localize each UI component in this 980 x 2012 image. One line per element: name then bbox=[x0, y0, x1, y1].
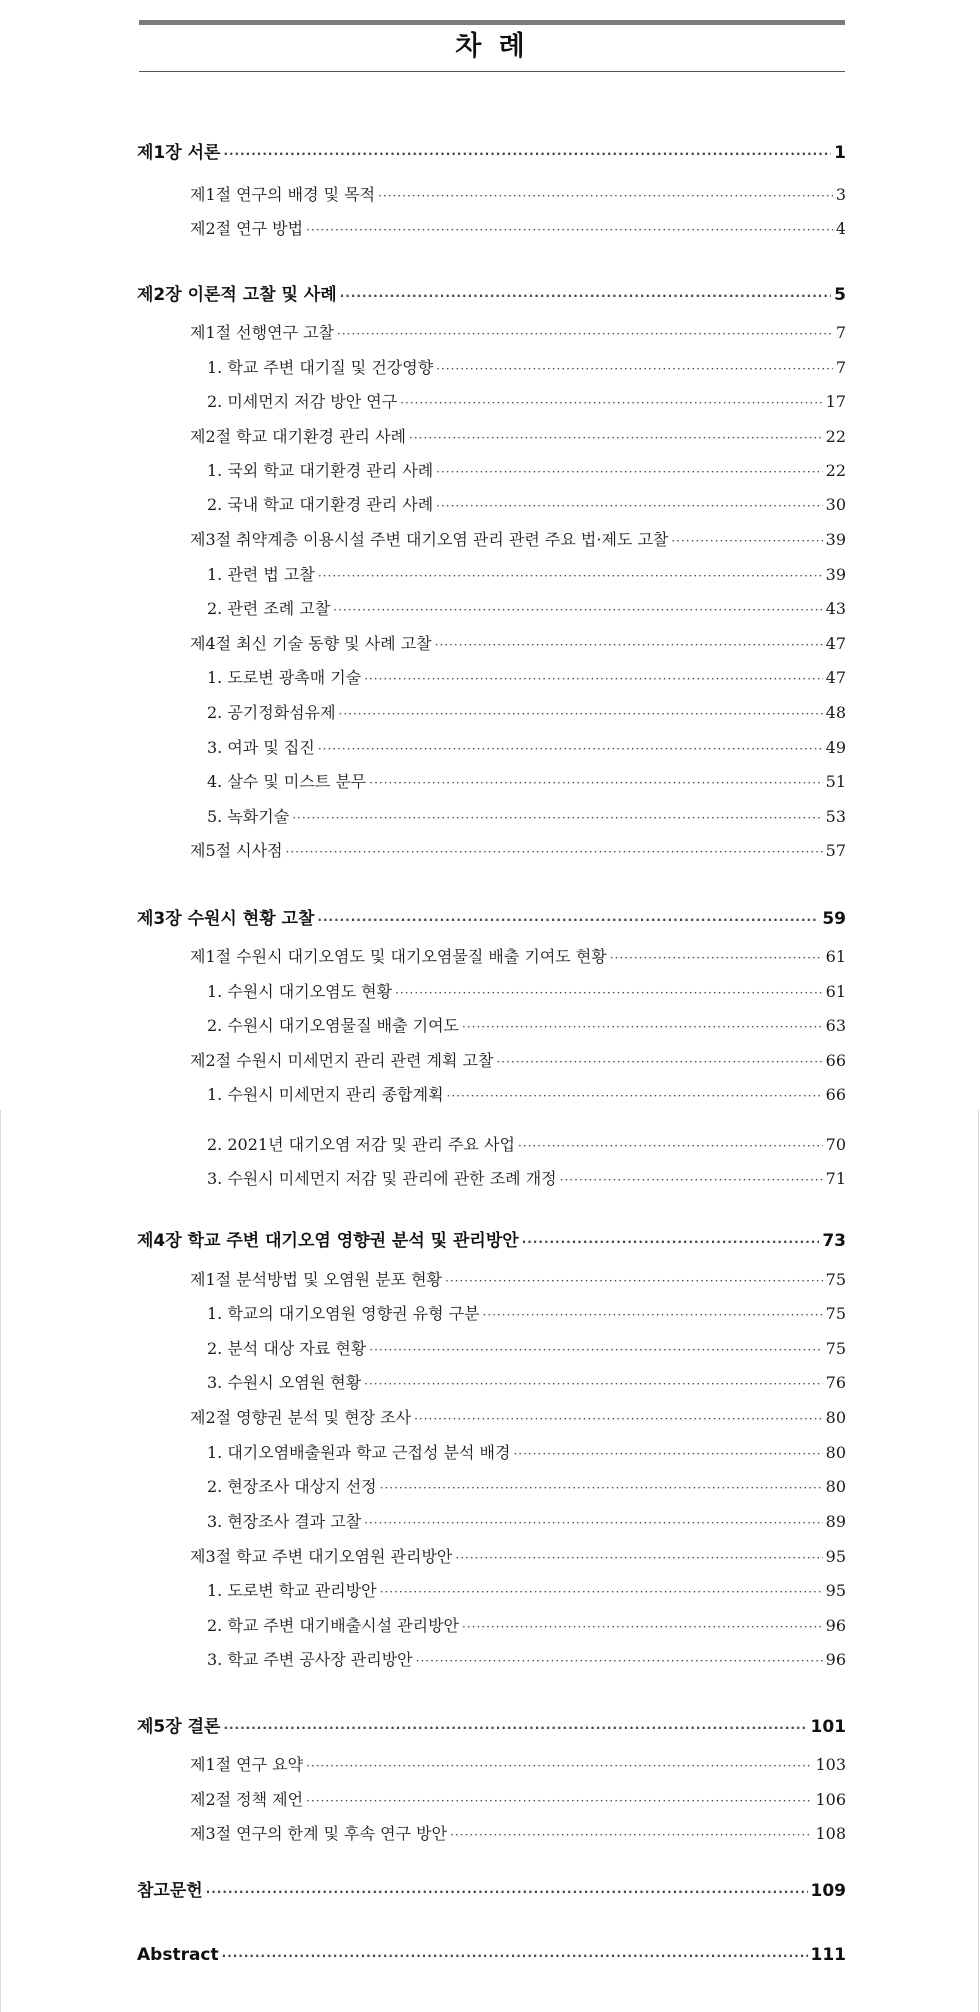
dot-leader bbox=[364, 672, 822, 686]
dot-leader bbox=[416, 1654, 823, 1668]
toc-entry-title: 제2절 수원시 미세먼지 관리 관련 계획 고찰 bbox=[190, 1051, 494, 1070]
dot-leader bbox=[610, 951, 823, 965]
toc-entry-title: 제5장 결론 bbox=[137, 1717, 221, 1737]
toc-page-number: 30 bbox=[825, 495, 846, 514]
toc-entry-section[interactable] bbox=[190, 320, 846, 343]
toc-entry-section[interactable] bbox=[190, 1544, 846, 1567]
toc-entry-chapter[interactable] bbox=[137, 904, 846, 929]
dot-leader bbox=[496, 1055, 822, 1069]
toc-entry-title: 제1절 선행연구 고찰 bbox=[190, 323, 334, 342]
toc-entry-title: Abstract bbox=[137, 1945, 219, 1965]
toc-entry-title: 제4장 학교 주변 대기오염 영향권 분석 및 관리방안 bbox=[137, 1231, 519, 1251]
dot-leader bbox=[462, 1020, 823, 1034]
toc-entry-item[interactable] bbox=[207, 1301, 846, 1324]
dot-leader bbox=[513, 1447, 822, 1461]
toc-entry-item[interactable] bbox=[207, 562, 846, 585]
toc-entry-item[interactable] bbox=[207, 596, 846, 619]
toc-entry-title: 1. 관련 법 고찰 bbox=[207, 565, 315, 584]
toc-entry-title: 제5절 시사점 bbox=[190, 841, 283, 860]
dot-leader bbox=[306, 1794, 812, 1808]
toc-page-number: 96 bbox=[825, 1616, 846, 1635]
toc-entry-title: 4. 살수 및 미스트 분무 bbox=[207, 772, 367, 791]
dot-leader bbox=[450, 1828, 812, 1842]
toc-entry-item[interactable] bbox=[207, 1647, 846, 1670]
dot-leader bbox=[380, 1585, 823, 1599]
toc-entry-title: 3. 현장조사 결과 고찰 bbox=[207, 1512, 362, 1531]
toc-page-number: 109 bbox=[810, 1881, 846, 1901]
toc-entry-title: 제2절 영향권 분석 및 현장 조사 bbox=[190, 1408, 412, 1427]
toc-entry-chapter[interactable] bbox=[137, 1945, 846, 1965]
dot-leader bbox=[380, 1481, 823, 1495]
dot-leader bbox=[306, 223, 833, 237]
toc-entry-item[interactable] bbox=[207, 1082, 846, 1105]
dot-leader bbox=[436, 499, 822, 513]
toc-entry-title: 1. 국외 학교 대기환경 관리 사례 bbox=[207, 461, 434, 480]
toc-page-number: 4 bbox=[835, 219, 846, 238]
dot-leader bbox=[364, 1516, 822, 1530]
toc-entry-title: 제2절 학교 대기환경 관리 사례 bbox=[190, 427, 406, 446]
toc-page-number: 89 bbox=[825, 1512, 846, 1531]
toc-entry-title: 3. 여과 및 집진 bbox=[207, 738, 315, 757]
dot-leader bbox=[409, 431, 823, 445]
toc-page-number: 22 bbox=[825, 427, 846, 446]
dot-leader bbox=[455, 1551, 822, 1565]
dot-leader bbox=[292, 811, 822, 825]
toc-page-number: 66 bbox=[825, 1051, 846, 1070]
toc-entry-section[interactable] bbox=[190, 1787, 846, 1810]
toc-entry-item[interactable] bbox=[207, 1370, 846, 1393]
dot-leader bbox=[337, 327, 833, 341]
toc-entry-item[interactable] bbox=[207, 458, 846, 481]
toc-entry-item[interactable] bbox=[207, 1013, 846, 1036]
scan-edge-left bbox=[0, 1110, 1, 2012]
dot-leader bbox=[318, 569, 823, 583]
toc-page-number: 80 bbox=[825, 1477, 846, 1496]
toc-entry-section[interactable] bbox=[190, 182, 846, 205]
toc-page-number: 76 bbox=[825, 1373, 846, 1392]
toc-entry-title: 제3절 취약계층 이용시설 주변 대기오염 관리 관련 주요 법·제도 고찰 bbox=[190, 530, 669, 549]
dot-leader bbox=[222, 1949, 808, 1963]
dot-leader bbox=[445, 1274, 823, 1288]
toc-entry-title: 2. 공기정화섬유제 bbox=[207, 703, 336, 722]
page-title: 차 례 bbox=[455, 31, 529, 62]
toc-entry-title: 제3장 수원시 현황 고찰 bbox=[137, 909, 315, 929]
toc-entry-item[interactable] bbox=[207, 979, 846, 1002]
toc-entry-item[interactable] bbox=[207, 492, 846, 515]
toc-entry-item[interactable] bbox=[207, 1166, 846, 1189]
scan-edge-right bbox=[978, 1110, 979, 2012]
toc-page-number: 95 bbox=[825, 1581, 846, 1600]
toc-entry-section[interactable] bbox=[190, 424, 846, 447]
toc-entry-title: 5. 녹화기술 bbox=[207, 807, 290, 826]
toc-entry-title: 1. 도로변 학교 관리방안 bbox=[207, 1581, 377, 1600]
dot-leader bbox=[206, 1885, 808, 1899]
toc-entry-title: 1. 도로변 광촉매 기술 bbox=[207, 668, 362, 687]
toc-page-number: 80 bbox=[825, 1408, 846, 1427]
dot-leader bbox=[333, 603, 822, 617]
toc-page-number: 70 bbox=[825, 1135, 846, 1154]
toc-page-number: 53 bbox=[825, 807, 846, 826]
toc-entry-title: 제3절 연구의 한계 및 후속 연구 방안 bbox=[190, 1824, 448, 1843]
toc-entry-item[interactable] bbox=[207, 769, 846, 792]
toc-entry-item[interactable] bbox=[207, 1613, 846, 1636]
toc-entry-title: 3. 수원시 미세먼지 저감 및 관리에 관한 조례 개정 bbox=[207, 1169, 557, 1188]
toc-page-number: 71 bbox=[825, 1169, 846, 1188]
toc-page-number: 59 bbox=[822, 909, 846, 929]
toc-page-number: 51 bbox=[825, 772, 846, 791]
toc-entry-section[interactable] bbox=[190, 1821, 846, 1844]
dot-leader bbox=[339, 707, 823, 721]
dot-leader bbox=[400, 396, 822, 410]
dot-leader bbox=[318, 742, 823, 756]
toc-page-number: 48 bbox=[825, 703, 846, 722]
dot-leader bbox=[378, 189, 833, 203]
toc-page-number: 39 bbox=[825, 565, 846, 584]
toc-page-number: 57 bbox=[825, 841, 846, 860]
dot-leader bbox=[306, 1759, 812, 1773]
toc-page-number: 22 bbox=[825, 461, 846, 480]
toc-entry-chapter[interactable] bbox=[137, 1712, 846, 1737]
toc-entry-title: 1. 학교의 대기오염원 영향권 유형 구분 bbox=[207, 1304, 480, 1323]
toc-page-number: 73 bbox=[822, 1231, 846, 1251]
toc-entry-title: 2. 현장조사 대상지 선정 bbox=[207, 1477, 377, 1496]
toc-page-number: 95 bbox=[825, 1547, 846, 1566]
dot-leader bbox=[671, 534, 822, 548]
toc-entry-title: 1. 대기오염배출원과 학교 근접성 분석 배경 bbox=[207, 1443, 511, 1462]
toc-entry-item[interactable] bbox=[207, 389, 846, 412]
toc-entry-title: 제2절 연구 방법 bbox=[190, 219, 304, 238]
dot-leader bbox=[518, 1139, 823, 1153]
dot-leader bbox=[223, 147, 831, 161]
toc-entry-title: 제1절 연구의 배경 및 목적 bbox=[190, 185, 376, 204]
toc-entry-title: 제1절 연구 요약 bbox=[190, 1755, 304, 1774]
dot-leader bbox=[369, 1343, 822, 1357]
toc-entry-section[interactable] bbox=[190, 1048, 846, 1071]
toc-entry-section[interactable] bbox=[190, 1405, 846, 1428]
toc-entry-title: 1. 수원시 미세먼지 관리 종합계획 bbox=[207, 1085, 444, 1104]
toc-entry-title: 2. 분석 대상 자료 현황 bbox=[207, 1339, 367, 1358]
toc-entry-title: 제1절 수원시 대기오염도 및 대기오염물질 배출 기여도 현황 bbox=[190, 947, 607, 966]
toc-entry-item[interactable] bbox=[207, 1578, 846, 1601]
toc-entry-title: 참고문헌 bbox=[137, 1881, 203, 1901]
toc-page-number: 7 bbox=[835, 323, 846, 342]
toc-page-number: 61 bbox=[825, 947, 846, 966]
toc-entry-item[interactable] bbox=[207, 1336, 846, 1359]
toc-page-number: 39 bbox=[825, 530, 846, 549]
toc-entry-chapter[interactable] bbox=[137, 1226, 846, 1251]
toc-page-number: 7 bbox=[835, 358, 846, 377]
toc-page-number: 17 bbox=[825, 392, 846, 411]
dot-leader bbox=[447, 1089, 823, 1103]
toc-page-number: 49 bbox=[825, 738, 846, 757]
dot-leader bbox=[483, 1308, 823, 1322]
toc-page-number: 108 bbox=[815, 1824, 846, 1843]
toc-page-number: 61 bbox=[825, 982, 846, 1001]
toc-entry-title: 2. 수원시 대기오염물질 배출 기여도 bbox=[207, 1016, 459, 1035]
toc-page-number: 75 bbox=[825, 1304, 846, 1323]
toc-entry-title: 3. 학교 주변 공사장 관리방안 bbox=[207, 1650, 413, 1669]
toc-entry-title: 2. 2021년 대기오염 저감 및 관리 주요 사업 bbox=[207, 1135, 515, 1154]
toc-entry-section[interactable] bbox=[190, 1752, 846, 1775]
toc-page-number: 80 bbox=[825, 1443, 846, 1462]
toc-entry-title: 3. 수원시 오염원 현황 bbox=[207, 1373, 362, 1392]
toc-entry-section[interactable] bbox=[190, 631, 846, 654]
toc-page-number: 5 bbox=[834, 285, 846, 305]
toc-entry-item[interactable] bbox=[207, 355, 846, 378]
dot-leader bbox=[364, 1377, 822, 1391]
dot-leader bbox=[560, 1173, 823, 1187]
toc-page-number: 1 bbox=[834, 143, 846, 163]
toc-entry-title: 2. 미세먼지 저감 방안 연구 bbox=[207, 392, 398, 411]
toc-entry-item[interactable] bbox=[207, 804, 846, 827]
toc-entry-item[interactable] bbox=[207, 665, 846, 688]
toc-page-number: 75 bbox=[825, 1270, 846, 1289]
dot-leader bbox=[317, 913, 819, 927]
toc-entry-item[interactable] bbox=[207, 700, 846, 723]
toc-entry-section[interactable] bbox=[190, 1267, 846, 1290]
toc-page-number: 96 bbox=[825, 1650, 846, 1669]
dot-leader bbox=[395, 986, 823, 1000]
toc-entry-section[interactable] bbox=[190, 527, 846, 550]
dot-leader bbox=[369, 776, 822, 790]
dot-leader bbox=[436, 362, 833, 376]
toc-entry-item[interactable] bbox=[207, 1474, 846, 1497]
toc-entry-title: 제1장 서론 bbox=[137, 143, 221, 163]
toc-page-number: 43 bbox=[825, 599, 846, 618]
toc-entry-item[interactable] bbox=[207, 1440, 846, 1463]
dot-leader bbox=[414, 1412, 823, 1426]
toc-page-number: 3 bbox=[835, 185, 846, 204]
toc-page-number: 103 bbox=[815, 1755, 846, 1774]
toc-page-number: 111 bbox=[810, 1945, 846, 1965]
toc-page-number: 47 bbox=[825, 634, 846, 653]
dot-leader bbox=[340, 289, 831, 303]
title-banner bbox=[139, 20, 845, 72]
toc-page-number: 101 bbox=[810, 1717, 846, 1737]
toc-entry-title: 제1절 분석방법 및 오염원 분포 현황 bbox=[190, 1270, 442, 1289]
toc-entry-section[interactable] bbox=[190, 838, 846, 861]
toc-entry-item[interactable] bbox=[207, 735, 846, 758]
toc-entry-title: 제2장 이론적 고찰 및 사례 bbox=[137, 285, 337, 305]
toc-page-number: 106 bbox=[815, 1790, 846, 1809]
toc-entry-title: 1. 학교 주변 대기질 및 건강영향 bbox=[207, 358, 434, 377]
toc-entry-section[interactable] bbox=[190, 216, 846, 239]
toc-entry-item[interactable] bbox=[207, 1132, 846, 1155]
dot-leader bbox=[286, 845, 823, 859]
toc-entry-chapter[interactable] bbox=[137, 138, 846, 163]
toc-entry-title: 2. 국내 학교 대기환경 관리 사례 bbox=[207, 495, 434, 514]
dot-leader bbox=[522, 1235, 820, 1249]
toc-page-number: 75 bbox=[825, 1339, 846, 1358]
dot-leader bbox=[223, 1721, 807, 1735]
toc-page-number: 47 bbox=[825, 668, 846, 687]
toc-entry-title: 제3절 학교 주변 대기오염원 관리방안 bbox=[190, 1547, 453, 1566]
toc-entry-chapter[interactable] bbox=[137, 1876, 846, 1901]
toc-entry-title: 2. 학교 주변 대기배출시설 관리방안 bbox=[207, 1616, 459, 1635]
toc-entry-title: 1. 수원시 대기오염도 현황 bbox=[207, 982, 393, 1001]
toc-entry-item[interactable] bbox=[207, 1509, 846, 1532]
toc-entry-title: 2. 관련 조례 고찰 bbox=[207, 599, 331, 618]
toc-entry-section[interactable] bbox=[190, 944, 846, 967]
toc-page-number: 63 bbox=[825, 1016, 846, 1035]
dot-leader bbox=[435, 638, 823, 652]
toc-entry-title: 제4절 최신 기술 동향 및 사례 고찰 bbox=[190, 634, 432, 653]
toc-page-number: 66 bbox=[825, 1085, 846, 1104]
dot-leader bbox=[436, 465, 822, 479]
dot-leader bbox=[462, 1620, 823, 1634]
toc-entry-chapter[interactable] bbox=[137, 280, 846, 305]
toc-entry-title: 제2절 정책 제언 bbox=[190, 1790, 304, 1809]
